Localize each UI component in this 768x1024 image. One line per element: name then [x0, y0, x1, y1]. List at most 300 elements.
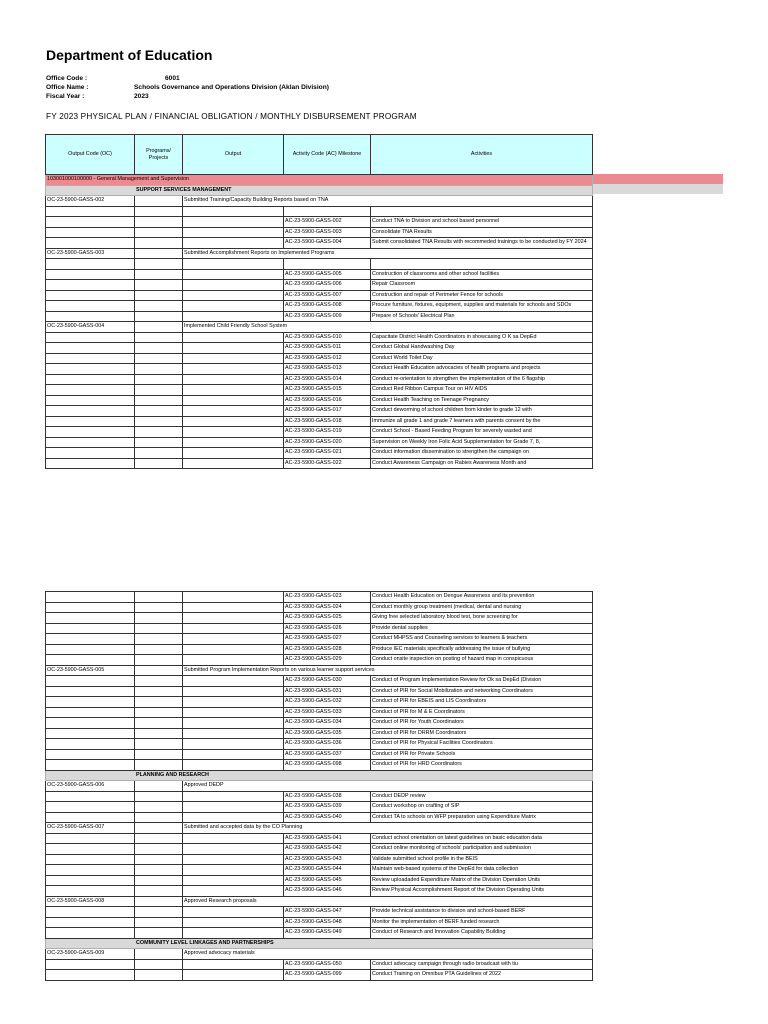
activity-code-cell: AC-23-5900-GASS-037: [284, 749, 371, 760]
table-row: [46, 437, 593, 448]
table-row: [46, 259, 593, 270]
table-row: [46, 676, 593, 687]
table-row: [46, 781, 593, 792]
activity-cell: Conduct MHPSS and Counseling services to learners & teachers: [371, 634, 593, 645]
programs-projects-cell: [135, 739, 183, 750]
column-header-output: Output: [183, 135, 284, 175]
table-row: [46, 686, 593, 697]
office-name: Schools Governance and Operations Division (Aklan Division): [134, 84, 329, 91]
table-row: [46, 623, 593, 634]
page-title: Department of Education: [46, 47, 213, 63]
programs-projects-cell: [135, 686, 183, 697]
table-row: [46, 374, 593, 385]
programs-projects-cell: [135, 280, 183, 291]
output-code-cell: [46, 676, 135, 687]
activity-cell: Conduct re-orientation to strengthen the implementation of the 6 flagship: [371, 374, 593, 385]
table-row: [46, 238, 593, 249]
table-header-row: [46, 135, 593, 175]
table-row: [46, 886, 593, 897]
activity-code-cell: AC-23-5900-GASS-040: [284, 812, 371, 823]
activity-code-cell: AC-23-5900-GASS-022: [284, 458, 371, 469]
activity-cell: Review uploadaded Expenditure Matrix of the Division Operation Units: [371, 875, 593, 886]
table-row: [46, 917, 593, 928]
activity-cell: Conduct advocacy campaign through radio broadcast with tiu: [371, 959, 593, 970]
table-row: [46, 865, 593, 876]
programs-projects-cell: [135, 812, 183, 823]
output-code-cell: OC-23-5900-GASS-007: [46, 823, 135, 834]
activity-cell: Conduct of PIR for Private Schools: [371, 749, 593, 760]
output-cell: [183, 928, 284, 939]
activity-cell: Repair Classroom: [371, 280, 593, 291]
programs-projects-cell: [135, 949, 183, 960]
output-code-cell: [46, 364, 135, 375]
table-row: [46, 791, 593, 802]
output-code-cell: [46, 602, 135, 613]
output-cell: [183, 406, 284, 417]
table-row: [46, 196, 593, 207]
table-row: [46, 301, 593, 312]
activity-cell: Conduct information dissemination to strengthen the campaign on: [371, 448, 593, 459]
programs-projects-cell: [135, 374, 183, 385]
activity-code-cell: AC-23-5900-GASS-033: [284, 707, 371, 718]
output-cell: [183, 343, 284, 354]
activity-cell: Conduct Health Education advocacies of health programs and projects: [371, 364, 593, 375]
activity-code-cell: AC-23-5900-GASS-003: [284, 227, 371, 238]
table-row: [46, 280, 593, 291]
output-cell: [183, 280, 284, 291]
output-code-cell: [46, 707, 135, 718]
activity-cell: Supervision on Weekly Iron Folic Acid Supplementation for Grade 7, 8,: [371, 437, 593, 448]
activity-cell: Conduct of PIR for EBEIS and LIS Coordinators: [371, 697, 593, 708]
table-row: [46, 896, 593, 907]
activity-code-cell: AC-23-5900-GASS-044: [284, 865, 371, 876]
output-code-cell: [46, 353, 135, 364]
output-cell: [183, 875, 284, 886]
table-row: [46, 269, 593, 280]
activity-code-cell: AC-23-5900-GASS-045: [284, 875, 371, 886]
office-name-label: Office Name :: [46, 84, 89, 91]
program-table-part-1: [45, 134, 593, 469]
table-row: [46, 823, 593, 834]
fiscal-year-label: Fiscal Year :: [46, 93, 85, 100]
table-row: [46, 427, 593, 438]
output-cell: [183, 206, 284, 217]
output-code-cell: [46, 280, 135, 291]
table-row: [46, 959, 593, 970]
output-code-cell: [46, 227, 135, 238]
output-cell: Submitted and accepted data by the CO Planning: [183, 823, 593, 834]
output-code-cell: [46, 928, 135, 939]
programs-projects-cell: [135, 290, 183, 301]
output-cell: [183, 791, 284, 802]
output-cell: [183, 634, 284, 645]
output-cell: [183, 613, 284, 624]
activity-code-cell: AC-23-5900-GASS-008: [284, 301, 371, 312]
programs-projects-cell: [135, 749, 183, 760]
output-cell: Submitted Accomplishment Reports on Implemented Programs: [183, 248, 593, 259]
output-code-cell: [46, 739, 135, 750]
programs-projects-cell: [135, 728, 183, 739]
output-cell: [183, 602, 284, 613]
section-group-row: [46, 770, 593, 781]
output-cell: [183, 259, 284, 270]
activity-code-cell: AC-23-5900-GASS-026: [284, 623, 371, 634]
activity-cell: Conduct Awareness Campaign on Rabies Awareness Month and: [371, 458, 593, 469]
programs-projects-cell: [135, 416, 183, 427]
activity-cell: Giving free selected laboratory blood test, bone screening for: [371, 613, 593, 624]
output-cell: [183, 854, 284, 865]
programs-projects-cell: [135, 395, 183, 406]
table-row: [46, 364, 593, 375]
output-cell: [183, 395, 284, 406]
activity-code-cell: AC-23-5900-GASS-009: [284, 311, 371, 322]
activity-code-cell: AC-23-5900-GASS-015: [284, 385, 371, 396]
activity-code-cell: AC-23-5900-GASS-038: [284, 791, 371, 802]
output-code-cell: [46, 592, 135, 603]
output-code-cell: [46, 374, 135, 385]
column-header-activities: Activities: [371, 135, 593, 175]
section-label: SUPPORT SERVICES MANAGEMENT: [46, 185, 593, 196]
activity-cell: Conduct of PIR for HRD Coordinators: [371, 760, 593, 771]
output-cell: [183, 833, 284, 844]
activity-cell: Conduct Red Ribbon Campus Tour on HIV AIDS: [371, 385, 593, 396]
activity-cell: Provide dental supplies: [371, 623, 593, 634]
section-label: 103001000100000 - General Management and Supervision: [46, 175, 593, 186]
programs-projects-cell: [135, 697, 183, 708]
output-code-cell: OC-23-5900-GASS-006: [46, 781, 135, 792]
activity-code-cell: [284, 259, 371, 270]
output-code-cell: OC-23-5900-GASS-003: [46, 248, 135, 259]
programs-projects-cell: [135, 227, 183, 238]
programs-projects-cell: [135, 458, 183, 469]
output-cell: Approved Research proposals: [183, 896, 593, 907]
programs-projects-cell: [135, 353, 183, 364]
output-code-cell: [46, 301, 135, 312]
activity-cell: Conduct school orientation on latest guidelines on basic education data: [371, 833, 593, 844]
activity-cell: Conduct Global Handwashing Day: [371, 343, 593, 354]
output-code-cell: [46, 206, 135, 217]
table-row: [46, 749, 593, 760]
output-cell: [183, 802, 284, 813]
table-row: [46, 907, 593, 918]
activity-cell: Conduct of Research and Innovation Capability Building: [371, 928, 593, 939]
activity-cell: Procure furniture, fixtures, equipment, supplies and materials for schools and SDOs: [371, 301, 593, 312]
table-row: [46, 322, 593, 333]
programs-projects-cell: [135, 644, 183, 655]
activity-code-cell: AC-23-5900-GASS-027: [284, 634, 371, 645]
activity-cell: Maintain web-based systems of the DepEd for data collection: [371, 865, 593, 876]
programs-projects-cell: [135, 854, 183, 865]
activity-cell: Conduct of PIR for DRRM Coordinators: [371, 728, 593, 739]
table-row: [46, 343, 593, 354]
output-cell: [183, 374, 284, 385]
programs-projects-cell: [135, 613, 183, 624]
output-code-cell: OC-23-5900-GASS-008: [46, 896, 135, 907]
activity-cell: Conduct TNA to Division and school based personnel: [371, 217, 593, 228]
column-header-activity-code: Activity Code (AC) Milestone: [284, 135, 371, 175]
output-cell: [183, 592, 284, 603]
output-code-cell: [46, 718, 135, 729]
activity-code-cell: AC-23-5900-GASS-004: [284, 238, 371, 249]
activity-code-cell: AC-23-5900-GASS-028: [284, 644, 371, 655]
activity-code-cell: AC-23-5900-GASS-012: [284, 353, 371, 364]
output-code-cell: [46, 749, 135, 760]
output-code-cell: [46, 802, 135, 813]
output-cell: [183, 623, 284, 634]
output-code-cell: [46, 970, 135, 981]
programs-projects-cell: [135, 875, 183, 886]
output-cell: [183, 437, 284, 448]
programs-projects-cell: [135, 437, 183, 448]
output-code-cell: [46, 833, 135, 844]
activity-code-cell: AC-23-5900-GASS-043: [284, 854, 371, 865]
output-code-cell: [46, 917, 135, 928]
activity-cell: Conduct deworming of school children from kinder to grade 12 with: [371, 406, 593, 417]
output-cell: [183, 959, 284, 970]
output-code-cell: [46, 791, 135, 802]
activity-cell: Conduct Health Teaching on Teenage Pregnancy: [371, 395, 593, 406]
output-code-cell: OC-23-5900-GASS-009: [46, 949, 135, 960]
table-row: [46, 613, 593, 624]
table-row: [46, 592, 593, 603]
output-cell: Submitted Program Implementation Reports on various learner support services: [183, 665, 593, 676]
activity-code-cell: [284, 206, 371, 217]
activity-cell: Conduct School - Based Feeding Program for severely wasted and: [371, 427, 593, 438]
activity-cell: [371, 206, 593, 217]
section-group-row: [46, 185, 593, 196]
activity-cell: Conduct of PIR for Youth Coordinators: [371, 718, 593, 729]
table-row: [46, 644, 593, 655]
output-code-cell: [46, 448, 135, 459]
programs-projects-cell: [135, 238, 183, 249]
output-code-cell: OC-23-5900-GASS-004: [46, 322, 135, 333]
activity-cell: Conduct workshop on crafting of SIP: [371, 802, 593, 813]
output-cell: [183, 364, 284, 375]
output-code-cell: [46, 217, 135, 228]
activity-code-cell: AC-23-5900-GASS-005: [284, 269, 371, 280]
programs-projects-cell: [135, 301, 183, 312]
activity-cell: Immunize all grade 1 and grade 7 learners with parents consent by the: [371, 416, 593, 427]
programs-projects-cell: [135, 781, 183, 792]
output-code-cell: [46, 395, 135, 406]
output-code-cell: [46, 406, 135, 417]
output-code-cell: [46, 865, 135, 876]
output-code-cell: [46, 655, 135, 666]
table-row: [46, 875, 593, 886]
output-cell: [183, 970, 284, 981]
output-code-cell: [46, 697, 135, 708]
office-code: 6001: [165, 75, 180, 82]
activity-cell: [371, 259, 593, 270]
table-row: [46, 227, 593, 238]
programs-projects-cell: [135, 206, 183, 217]
activity-code-cell: AC-23-5900-GASS-032: [284, 697, 371, 708]
activity-code-cell: AC-23-5900-GASS-007: [284, 290, 371, 301]
table-row: [46, 812, 593, 823]
output-cell: [183, 269, 284, 280]
activity-cell: Conduct DEDP review: [371, 791, 593, 802]
output-code-cell: [46, 760, 135, 771]
programs-projects-cell: [135, 823, 183, 834]
programs-projects-cell: [135, 427, 183, 438]
output-code-cell: [46, 959, 135, 970]
output-cell: Submitted Training/Capacity Building Reports based on TNA: [183, 196, 593, 207]
output-cell: [183, 238, 284, 249]
activity-cell: Monitor the implementation of BERF funded research: [371, 917, 593, 928]
activity-code-cell: AC-23-5900-GASS-010: [284, 332, 371, 343]
output-cell: [183, 749, 284, 760]
activity-code-cell: AC-23-5900-GASS-020: [284, 437, 371, 448]
table-row: [46, 458, 593, 469]
output-code-cell: OC-23-5900-GASS-005: [46, 665, 135, 676]
office-meta: [46, 74, 329, 101]
output-cell: [183, 311, 284, 322]
output-code-cell: [46, 458, 135, 469]
output-code-cell: [46, 844, 135, 855]
table-row: [46, 416, 593, 427]
activity-code-cell: AC-23-5900-GASS-021: [284, 448, 371, 459]
output-cell: [183, 812, 284, 823]
programs-projects-cell: [135, 896, 183, 907]
output-cell: [183, 458, 284, 469]
activity-cell: Validate submitted school profile in the BEIS: [371, 854, 593, 865]
table-row: [46, 655, 593, 666]
table-row: [46, 739, 593, 750]
activity-cell: Conduct monthly group treatment (medical, dental and nursing: [371, 602, 593, 613]
programs-projects-cell: [135, 602, 183, 613]
activity-cell: Produce IEC materials specifically addressing the issue of bullying: [371, 644, 593, 655]
output-code-cell: [46, 427, 135, 438]
output-code-cell: [46, 812, 135, 823]
output-code-cell: [46, 332, 135, 343]
output-code-cell: [46, 644, 135, 655]
output-cell: [183, 332, 284, 343]
table-row: [46, 802, 593, 813]
output-cell: [183, 217, 284, 228]
table-row: [46, 290, 593, 301]
programs-projects-cell: [135, 332, 183, 343]
activity-code-cell: AC-23-5900-GASS-030: [284, 676, 371, 687]
output-cell: [183, 676, 284, 687]
output-cell: [183, 644, 284, 655]
table-row: [46, 217, 593, 228]
table-row: [46, 248, 593, 259]
output-cell: [183, 886, 284, 897]
output-code-cell: [46, 437, 135, 448]
column-header-programs-projects: Programs/ Projects: [135, 135, 183, 175]
activity-code-cell: AC-23-5900-GASS-048: [284, 917, 371, 928]
programs-projects-cell: [135, 217, 183, 228]
activity-cell: Conduct online monitoring of schools' participation and submission: [371, 844, 593, 855]
output-cell: Approved DEDP: [183, 781, 593, 792]
programs-projects-cell: [135, 259, 183, 270]
table-row: [46, 602, 593, 613]
activity-cell: Conduct TA to schools on WFP preparation using Expenditure Matrix: [371, 812, 593, 823]
table-row: [46, 718, 593, 729]
output-code-cell: [46, 259, 135, 270]
programs-projects-cell: [135, 802, 183, 813]
output-cell: Approved advocacy materials: [183, 949, 593, 960]
programs-projects-cell: [135, 959, 183, 970]
activity-code-cell: AC-23-5900-GASS-019: [284, 427, 371, 438]
output-cell: [183, 301, 284, 312]
programs-projects-cell: [135, 917, 183, 928]
programs-projects-cell: [135, 865, 183, 876]
programs-projects-cell: [135, 623, 183, 634]
programs-projects-cell: [135, 196, 183, 207]
document-subtitle: FY 2023 PHYSICAL PLAN / FINANCIAL OBLIGATION / MONTHLY DISBURSEMENT PROGRAM: [46, 112, 417, 121]
output-cell: [183, 686, 284, 697]
table-row: [46, 928, 593, 939]
activity-code-cell: AC-23-5900-GASS-013: [284, 364, 371, 375]
programs-projects-cell: [135, 343, 183, 354]
activity-code-cell: AC-23-5900-GASS-039: [284, 802, 371, 813]
activity-code-cell: AC-23-5900-GASS-099: [284, 970, 371, 981]
programs-projects-cell: [135, 448, 183, 459]
programs-projects-cell: [135, 907, 183, 918]
output-cell: [183, 290, 284, 301]
programs-projects-cell: [135, 970, 183, 981]
activity-code-cell: AC-23-5900-GASS-098: [284, 760, 371, 771]
table-row: [46, 406, 593, 417]
activity-code-cell: AC-23-5900-GASS-047: [284, 907, 371, 918]
output-cell: [183, 353, 284, 364]
activity-code-cell: AC-23-5900-GASS-014: [284, 374, 371, 385]
output-cell: [183, 718, 284, 729]
table-row: [46, 332, 593, 343]
programs-projects-cell: [135, 833, 183, 844]
table-row: [46, 634, 593, 645]
table-row: [46, 833, 593, 844]
programs-projects-cell: [135, 269, 183, 280]
output-cell: Implemented Child Friendly School System: [183, 322, 593, 333]
activity-cell: Conduct of PIR for Physical Facilities Coordinators: [371, 739, 593, 750]
section-group-row: [46, 938, 593, 949]
activity-code-cell: AC-23-5900-GASS-006: [284, 280, 371, 291]
output-cell: [183, 707, 284, 718]
activity-code-cell: AC-23-5900-GASS-049: [284, 928, 371, 939]
table-row: [46, 206, 593, 217]
activity-code-cell: AC-23-5900-GASS-002: [284, 217, 371, 228]
activity-code-cell: AC-23-5900-GASS-036: [284, 739, 371, 750]
output-code-cell: [46, 623, 135, 634]
activity-cell: Conduct of Program Implementation Review for Ok sa DepEd (Division: [371, 676, 593, 687]
output-cell: [183, 697, 284, 708]
table-row: [46, 448, 593, 459]
activity-code-cell: AC-23-5900-GASS-018: [284, 416, 371, 427]
table-row: [46, 697, 593, 708]
section-label: PLANNING AND RESEARCH: [46, 770, 593, 781]
activity-cell: Conduct of PIR for Social Mobilization and networking Coordinators: [371, 686, 593, 697]
table-row: [46, 707, 593, 718]
activity-code-cell: AC-23-5900-GASS-011: [284, 343, 371, 354]
output-code-cell: [46, 613, 135, 624]
activity-cell: Capacitate District Health Coordinators in showcasing O K sa DepEd: [371, 332, 593, 343]
output-cell: [183, 917, 284, 928]
section-major-row: [46, 175, 593, 186]
output-code-cell: [46, 907, 135, 918]
activity-cell: Conduct of PIR for M & E Coordinators: [371, 707, 593, 718]
activity-cell: Provide technical assistance to division and school-based BERF: [371, 907, 593, 918]
activity-code-cell: AC-23-5900-GASS-031: [284, 686, 371, 697]
output-cell: [183, 448, 284, 459]
output-cell: [183, 427, 284, 438]
output-code-cell: OC-23-5900-GASS-002: [46, 196, 135, 207]
programs-projects-cell: [135, 655, 183, 666]
table-row: [46, 970, 593, 981]
programs-projects-cell: [135, 928, 183, 939]
programs-projects-cell: [135, 406, 183, 417]
